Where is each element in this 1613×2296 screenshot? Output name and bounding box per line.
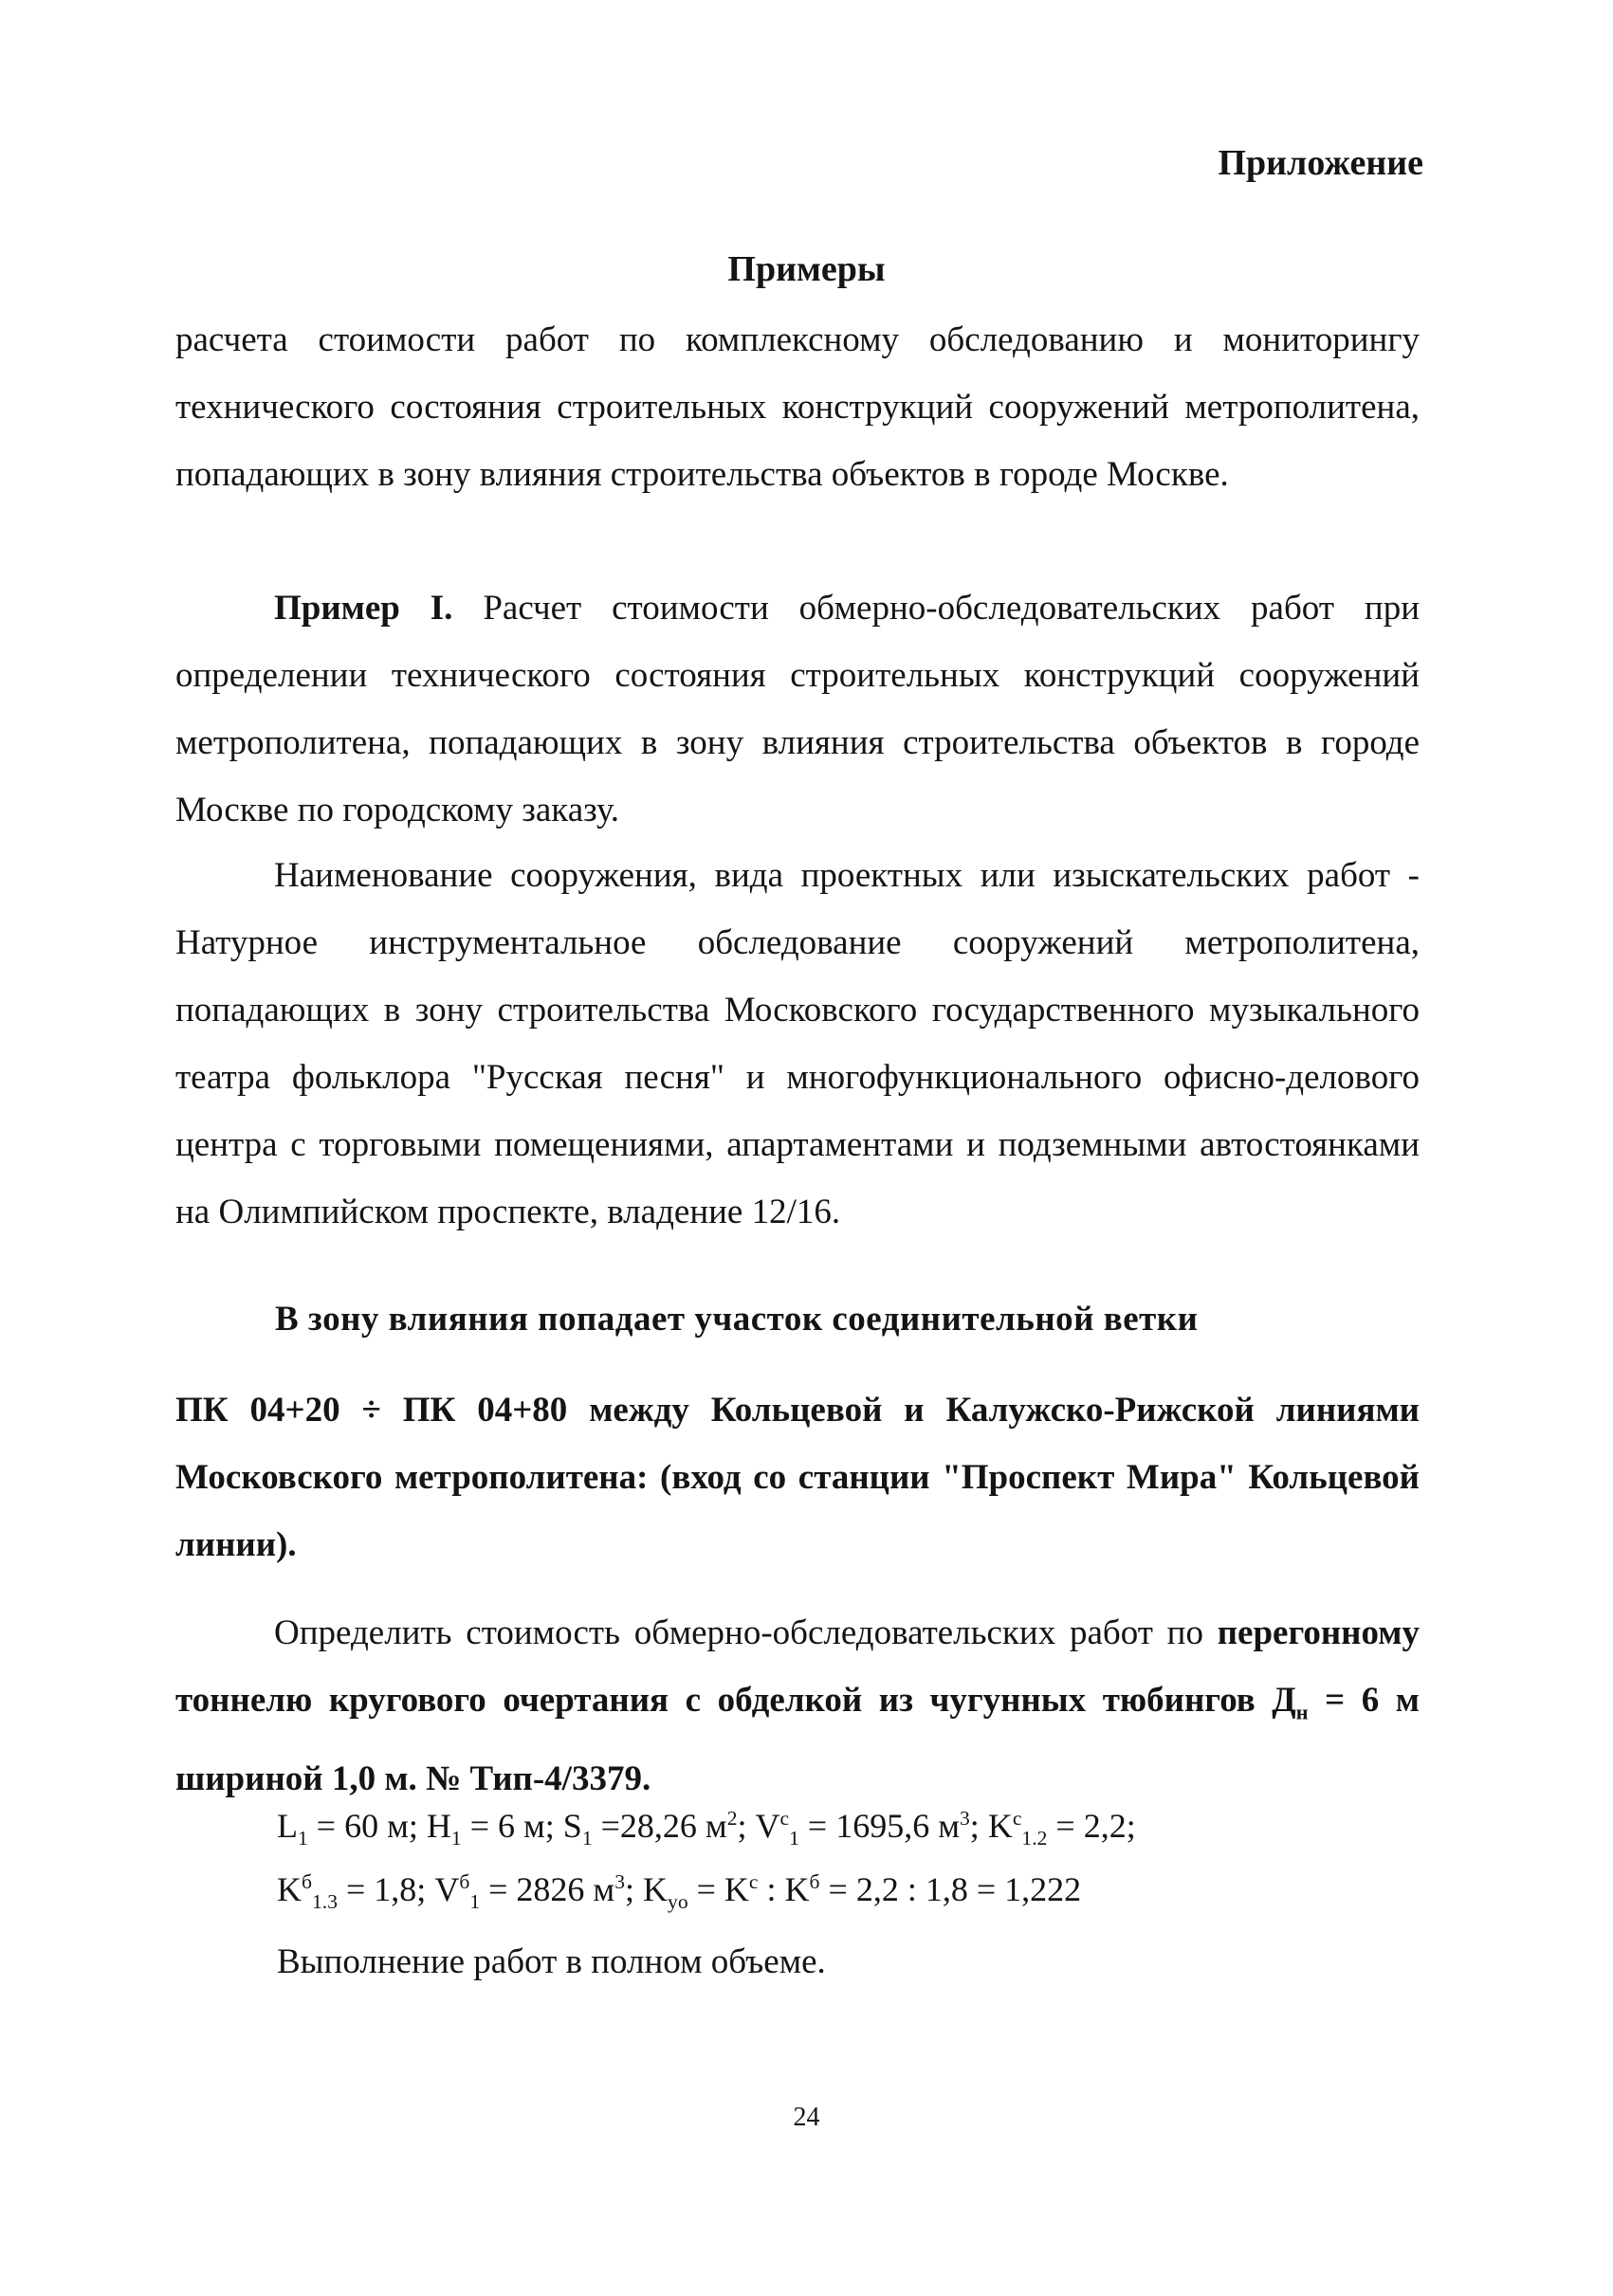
name-paragraph: Наименование сооружения, вида проектных или изыскательских работ - Натурное инструментальное обследование сооружений метрополитена, попадающих в зону строительства Московского государственного музыкального театра фольклора "Русская песня" и многофункционального офисно-делового центра с торговыми помещениями, апартаментами и подземными автостоянками на Олимпийском проспекте, владение 12/16. [175, 856, 1420, 1231]
full-scope-note: Выполнение работ в полном объеме. [277, 1942, 826, 1981]
determine-bold: перегонному тоннелю кругового очертания с обделкой из чугунных тюбингов Д [175, 1613, 1420, 1720]
determine-bold-tail: = 6 м шириной 1,0 м. № Тип-4/3379. [175, 1681, 1420, 1799]
example-1-text: Расчет стоимости обмерно-обследовательских работ при определении технического состояния строительных конструкций сооружений метрополитена, попадающих в зону влияния строительства объектов в городе Москве по городскому заказу. [175, 589, 1420, 829]
determine-paragraph [175, 1599, 1420, 1813]
zone-heading: В зону влияния попадает участок соединительной ветки [275, 1300, 1199, 1339]
determine-bold-sub: н [1295, 1700, 1309, 1724]
page-number: 24 [793, 2103, 820, 2132]
formula-line-1: $L_1 = 60$ м; $H_1 = 6$ м; $S_1 =28,26$ $м^2$; $V^c_1 = 1695,6$ $м^3$; $K^c_{1.2} = 2,2$; [277, 1807, 1136, 1850]
example-1-label: Пример I. [274, 589, 453, 628]
intro-paragraph: расчета стоимости работ по комплексному обследованию и мониторингу технического состояния строительных конструкций сооружений метрополитена, попадающих в зону влияния строительства объектов в городе Москве. [175, 320, 1420, 494]
zone-body: ПК 04+20 ÷ ПК 04+80 между Кольцевой и Калужско-Рижской линиями Московского метрополитена: (вход со станции "Проспект Мира" Кольцевой линии). [175, 1391, 1420, 1564]
formula-line-2: $K^б_{1.3} = 1,8$; $V^б_1 = 2826$ $м^3$; $K_{yo} = K^c$ : $K^б = 2,2$ : 1,8 = 1,222 [277, 1870, 1082, 1914]
determine-text: Определить стоимость обмерно-обследовательских работ по [274, 1613, 1218, 1652]
appendix-label: Приложение [1218, 143, 1423, 183]
example-1-paragraph [175, 574, 1420, 844]
examples-title: Примеры [727, 249, 886, 289]
